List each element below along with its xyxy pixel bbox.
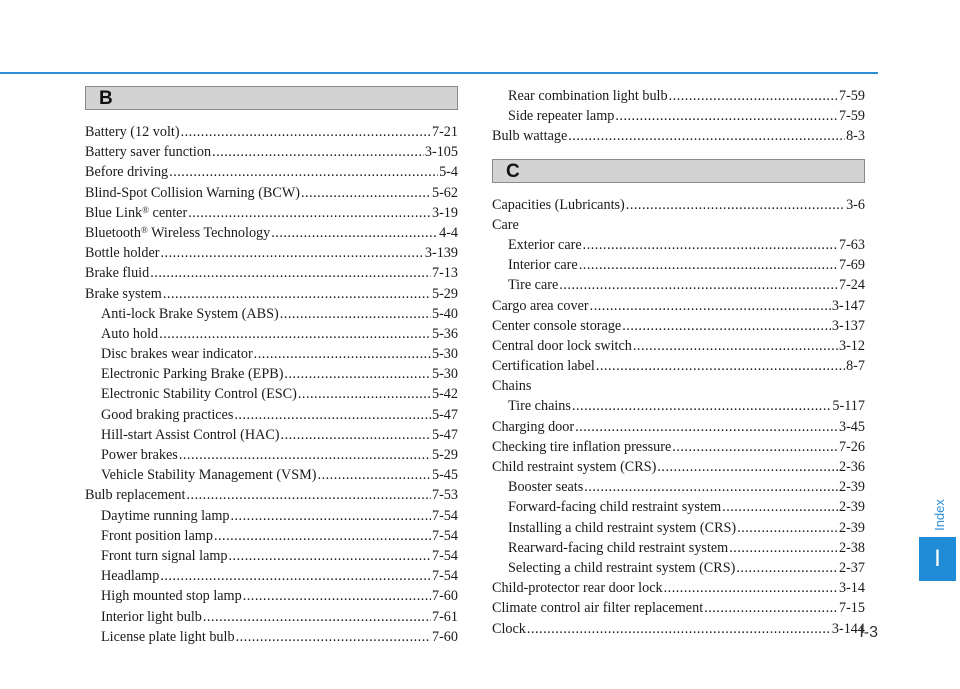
index-entry-label: Brake system <box>85 285 162 302</box>
index-entry <box>85 465 458 485</box>
dot-leader <box>243 586 431 606</box>
dot-leader <box>596 356 845 376</box>
index-entry-page: 3-19 <box>431 204 458 221</box>
index-entry <box>85 425 458 445</box>
index-entry-label: Brake fluid <box>85 265 150 282</box>
index-entry-label: Blue Link® center <box>85 204 188 221</box>
index-entry-page: 5-40 <box>431 305 458 322</box>
dot-leader <box>568 126 845 146</box>
index-entry-page: 5-4 <box>439 164 458 181</box>
dot-leader <box>318 465 431 485</box>
index-entry-label: Checking tire inflation pressure <box>492 438 672 455</box>
index-entry-page: 7-69 <box>838 257 865 274</box>
index-entry-page: 7-54 <box>431 507 458 524</box>
index-entry <box>85 526 458 546</box>
index-entry-page: 3-137 <box>831 317 865 334</box>
dot-leader <box>234 405 431 425</box>
dot-leader <box>736 558 838 578</box>
index-column-right <box>492 86 865 639</box>
index-entry-label: Tire chains <box>508 398 571 415</box>
index-entry-page: 5-45 <box>431 467 458 484</box>
dot-leader <box>572 396 831 416</box>
index-entry <box>492 275 865 295</box>
dot-leader <box>729 538 838 558</box>
index-entry <box>492 558 865 578</box>
index-entry-label: Disc brakes wear indicator <box>101 346 253 363</box>
index-entry-label: License plate light bulb <box>101 628 235 645</box>
dot-leader <box>583 235 838 255</box>
index-entry-label: Rear combination light bulb <box>508 88 668 104</box>
index-entry-page: 7-54 <box>431 547 458 564</box>
index-entry <box>492 255 865 275</box>
index-entry-label: Before driving <box>85 164 169 181</box>
index-entry <box>492 417 865 437</box>
dot-leader <box>181 122 431 142</box>
index-entry-label: Anti-lock Brake System (ABS) <box>101 305 279 322</box>
index-entry-label: Interior light bulb <box>101 608 202 625</box>
index-column-left <box>85 86 458 647</box>
section-letter: C <box>506 160 520 182</box>
dot-leader <box>169 162 438 182</box>
index-entry <box>85 384 458 404</box>
index-entry-page: 2-39 <box>838 519 865 536</box>
index-entry-label: Bottle holder <box>85 245 160 262</box>
dot-leader <box>559 275 838 295</box>
index-entry <box>492 316 865 336</box>
index-entry-page: 3-12 <box>838 337 865 354</box>
index-entry <box>492 106 865 126</box>
index-entry-label: Booster seats <box>508 479 584 496</box>
index-entry-label: Tire care <box>508 277 559 294</box>
index-entry-label: Chains <box>492 378 532 395</box>
index-entry-label: Electronic Stability Control (ESC) <box>101 386 297 403</box>
index-entry-label: Electronic Parking Brake (EPB) <box>101 366 284 383</box>
index-entry-label: Front turn signal lamp <box>101 547 228 564</box>
dot-leader <box>737 518 838 538</box>
index-entry <box>492 235 865 255</box>
index-entry-page: 3-139 <box>424 245 458 262</box>
dot-leader <box>664 578 838 598</box>
index-entry-page: 8-3 <box>846 128 865 145</box>
dot-leader <box>179 445 431 465</box>
index-entry-list-continued <box>492 86 865 147</box>
dot-leader <box>281 425 431 445</box>
index-entry-page: 5-29 <box>431 285 458 302</box>
index-entry <box>492 215 865 235</box>
dot-leader <box>633 336 838 356</box>
index-entry-page: 2-39 <box>838 479 865 496</box>
index-entry-page: 7-53 <box>431 487 458 504</box>
index-entry <box>85 364 458 384</box>
dot-leader <box>579 255 838 275</box>
index-entry <box>85 586 458 606</box>
index-entry-page: 5-62 <box>431 184 458 201</box>
dot-leader <box>301 183 431 203</box>
section-header-c <box>492 159 865 183</box>
index-entry <box>85 284 458 304</box>
index-entry <box>85 344 458 364</box>
index-entry-page: 7-15 <box>838 600 865 617</box>
header-rule <box>0 72 878 74</box>
dot-leader <box>584 477 838 497</box>
index-entry-page: 2-38 <box>838 539 865 556</box>
index-entry <box>492 296 865 316</box>
index-entry-page: 5-30 <box>431 366 458 383</box>
dot-leader <box>203 607 431 627</box>
index-entry-label: Clock <box>492 620 526 637</box>
index-entry <box>85 203 458 223</box>
index-entry-label: Hill-start Assist Control (HAC) <box>101 426 280 443</box>
index-entry <box>492 356 865 376</box>
index-entry-page: 7-63 <box>838 236 865 253</box>
index-entry-page: 3-144 <box>831 620 865 637</box>
index-entry-label: Good braking practices <box>101 406 234 423</box>
index-entry <box>492 86 865 106</box>
dot-leader <box>704 598 838 618</box>
index-entry-label: Child-protector rear door lock <box>492 580 663 597</box>
dot-leader <box>615 106 838 126</box>
dot-leader <box>669 86 838 106</box>
index-entry-page: 3-45 <box>838 418 865 435</box>
index-entry-label: Battery saver function <box>85 144 212 161</box>
index-entry-label: Battery (12 volt) <box>85 124 180 140</box>
index-entry-label: Front position lamp <box>101 527 213 544</box>
dot-leader <box>280 304 431 324</box>
section-header-b <box>85 86 458 110</box>
index-entry-page: 3-147 <box>831 297 865 314</box>
index-entry-page: 5-47 <box>431 406 458 423</box>
dot-leader <box>590 296 831 316</box>
index-entry <box>85 162 458 182</box>
index-entry <box>85 485 458 505</box>
dot-leader <box>214 526 431 546</box>
dot-leader <box>672 437 838 457</box>
index-entry-page: 5-29 <box>431 447 458 463</box>
index-entry <box>85 304 458 324</box>
index-entry-label: Rearward-facing child restraint system <box>508 539 729 556</box>
dot-leader <box>575 417 838 437</box>
index-entry-list <box>492 195 865 639</box>
index-entry-page: 2-37 <box>838 559 865 576</box>
index-entry <box>492 376 865 396</box>
index-entry <box>85 546 458 566</box>
dot-leader <box>160 566 431 586</box>
index-side-tab <box>919 537 956 581</box>
dot-leader <box>527 619 831 639</box>
index-entry <box>492 396 865 416</box>
dot-leader <box>188 203 431 223</box>
index-entry-label: Bluetooth® Wireless Technology <box>85 224 271 241</box>
index-entry-page: 7-26 <box>838 438 865 455</box>
index-entry <box>85 142 458 162</box>
index-entry-label: Charging door <box>492 418 575 435</box>
dot-leader <box>284 364 431 384</box>
index-entry <box>85 566 458 586</box>
index-entry <box>85 506 458 526</box>
index-entry-list <box>85 122 458 647</box>
dot-leader <box>186 485 431 505</box>
index-entry-page: 7-61 <box>431 608 458 625</box>
dot-leader <box>159 324 431 344</box>
index-entry-page: 5-117 <box>832 398 865 415</box>
index-entry-page: 4-4 <box>439 224 458 241</box>
index-entry <box>492 578 865 598</box>
index-entry-label: Headlamp <box>101 568 160 585</box>
index-entry-page: 3-6 <box>846 196 865 213</box>
index-entry-label: Central door lock switch <box>492 337 632 354</box>
index-entry-label: Exterior care <box>508 236 582 253</box>
index-entry <box>85 223 458 243</box>
index-entry <box>492 126 865 146</box>
index-entry-page: 2-39 <box>838 499 865 516</box>
index-entry-label: Center console storage <box>492 317 622 334</box>
index-entry <box>85 607 458 627</box>
page-number: I-3 <box>859 624 878 641</box>
dot-leader <box>230 506 431 526</box>
index-entry-label: Installing a child restraint system (CRS) <box>508 519 737 536</box>
index-entry <box>85 122 458 142</box>
index-entry-page: 7-24 <box>838 277 865 294</box>
index-entry <box>85 405 458 425</box>
index-entry-label: Power brakes <box>101 447 178 463</box>
index-entry-label: Blind-Spot Collision Warning (BCW) <box>85 184 300 201</box>
index-entry-label: Selecting a child restraint system (CRS) <box>508 559 736 576</box>
index-entry-page: 7-60 <box>431 628 458 645</box>
index-entry-page: 7-59 <box>838 108 865 125</box>
dot-leader <box>626 195 845 215</box>
dot-leader <box>271 223 438 243</box>
index-entry-page: 7-54 <box>431 568 458 585</box>
index-entry-page: 7-13 <box>431 265 458 282</box>
index-entry-page: 7-59 <box>838 88 865 104</box>
dot-leader <box>160 243 423 263</box>
side-tab-letter: I <box>934 545 941 572</box>
index-entry <box>492 437 865 457</box>
index-entry-label: Side repeater lamp <box>508 108 615 125</box>
index-entry <box>492 518 865 538</box>
dot-leader <box>212 142 424 162</box>
dot-leader <box>622 316 831 336</box>
index-entry <box>492 336 865 356</box>
index-entry-label: Daytime running lamp <box>101 507 230 524</box>
index-entry <box>492 477 865 497</box>
dot-leader <box>163 284 431 304</box>
index-entry <box>85 324 458 344</box>
index-entry-label: Cargo area cover <box>492 297 589 314</box>
index-entry-page: 7-60 <box>431 588 458 605</box>
index-entry-page: 7-21 <box>431 124 458 140</box>
index-entry-label: Bulb replacement <box>85 487 186 504</box>
index-entry <box>492 497 865 517</box>
index-entry <box>492 195 865 215</box>
index-entry-label: Climate control air filter replacement <box>492 600 704 617</box>
index-entry-page: 8-7 <box>846 358 865 375</box>
dot-leader <box>657 457 838 477</box>
index-entry-label: Interior care <box>508 257 578 274</box>
index-entry-page: 2-36 <box>838 459 865 475</box>
dot-leader <box>722 497 838 517</box>
dot-leader <box>150 263 431 283</box>
dot-leader <box>254 344 431 364</box>
index-entry-page: 7-54 <box>431 527 458 544</box>
index-entry <box>492 619 865 639</box>
index-entry-label: Care <box>492 216 519 233</box>
index-entry <box>492 598 865 618</box>
index-entry <box>85 243 458 263</box>
index-side-label: Index <box>931 499 947 531</box>
index-entry-label: Certification label <box>492 358 595 375</box>
index-entry <box>492 538 865 558</box>
index-entry <box>85 627 458 647</box>
dot-leader <box>229 546 431 566</box>
index-entry-page: 5-42 <box>431 386 458 403</box>
index-entry-label: Auto hold <box>101 325 159 342</box>
index-entry-label: Bulb wattage <box>492 128 568 145</box>
index-entry-label: Vehicle Stability Management (VSM) <box>101 467 317 484</box>
index-entry <box>85 183 458 203</box>
index-entry-page: 3-14 <box>838 580 865 597</box>
index-entry-page: 3-105 <box>424 144 458 161</box>
section-letter: B <box>99 88 113 109</box>
index-entry-label: Child restraint system (CRS) <box>492 459 657 475</box>
index-entry-page: 5-47 <box>431 426 458 443</box>
index-entry <box>85 445 458 465</box>
dot-leader <box>298 384 431 404</box>
index-entry-label: Forward-facing child restraint system <box>508 499 722 516</box>
index-entry <box>85 263 458 283</box>
index-entry-label: Capacities (Lubricants) <box>492 196 625 213</box>
index-entry-page: 5-36 <box>431 325 458 342</box>
dot-leader <box>236 627 431 647</box>
index-entry <box>492 457 865 477</box>
index-entry-label: High mounted stop lamp <box>101 588 242 605</box>
index-entry-page: 5-30 <box>431 346 458 363</box>
